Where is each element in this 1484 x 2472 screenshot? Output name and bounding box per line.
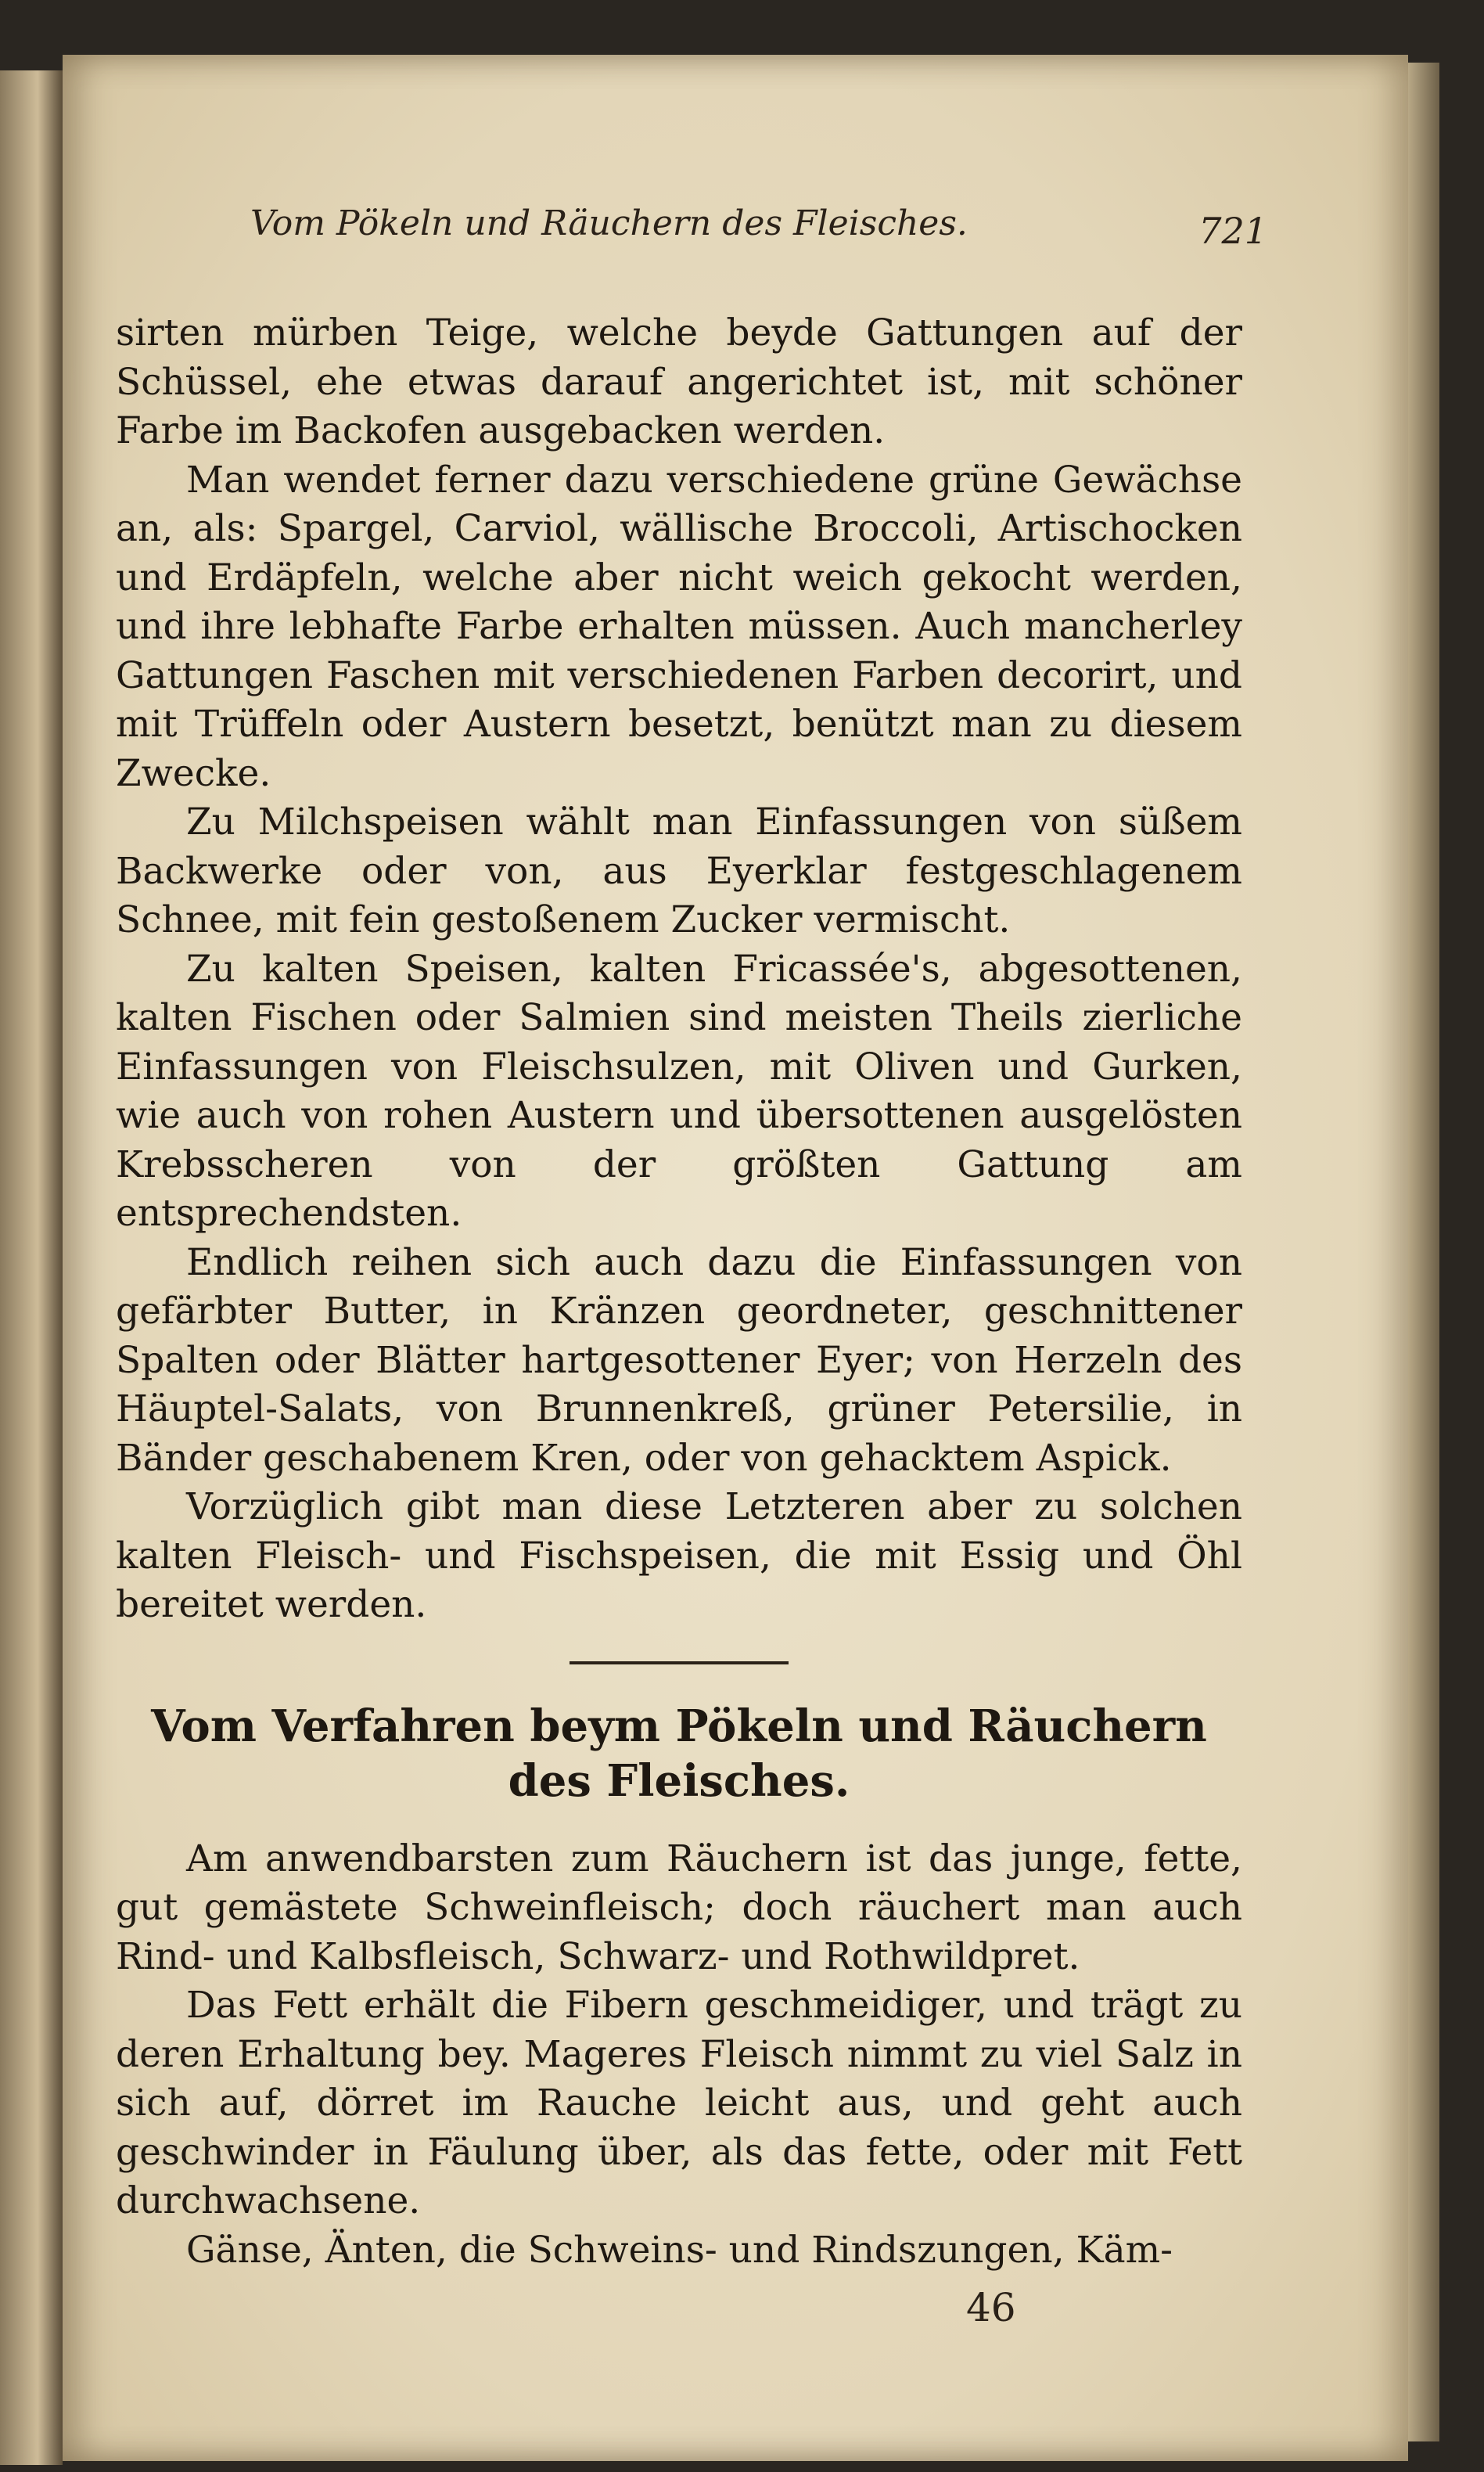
section-paragraph: Gänse, Änten, die Schweins- und Rindszungen, Käm- <box>186 2228 1173 2272</box>
paragraph: Vorzüglich gibt man diese Letzteren aber zu solchen kalten Fleisch- und Fischspeisen, die mit Essig und Öhl bereitet werden. <box>116 1485 1242 1626</box>
page-edge-right <box>1408 63 1439 2441</box>
facing-page-edge <box>0 70 63 2465</box>
paragraph: Zu kalten Speisen, kalten Fricassée's, abgesottenen, kalten Fischen oder Salmien sind meisten Theils zierliche Einfassungen von Fleischsulzen, mit Oliven und Gurken, wie auch von rohen Austern und übersottenen ausgelösten Krebsscheren von der größten Gattung am entsprechendsten. <box>116 947 1242 1235</box>
page-number: 721 <box>1198 210 1267 252</box>
section-paragraph: Am anwendbarsten zum Räuchern ist das junge, fette, gut gemästete Schweinfleisch; doch räuchert man auch Rind- und Kalbsfleisch, Schwarz- und Rothwildpret. <box>116 1837 1242 1978</box>
signature-mark: 46 <box>966 2285 1016 2330</box>
paragraph: Man wendet ferner dazu verschiedene grüne Gewächse an, als: Spargel, Carviol, wällische Broccoli, Artischocken und Erdäpfeln, welche aber nicht weich gekocht werden, und ihre lebhafte Farbe erhalten müssen. Auch mancherley Gattungen Faschen mit verschiedenen Farben decorirt, und mit Trüffeln oder Austern besetzt, benützt man zu diesem Zwecke. <box>116 458 1242 795</box>
section-divider <box>570 1661 789 1664</box>
section-heading: Vom Verfahren beym Pökeln und Räuchern des Fleisches. <box>151 1700 1207 1807</box>
section-paragraph: Das Fett erhält die Fibern geschmeidiger, und trägt zu deren Erhaltung bey. Mageres Fleisch nimmt zu viel Salz in sich auf, dörret im Rauche leicht aus, und geht auch geschwinder in Fäulung über, als das fette, oder mit Fett durchwachsene. <box>116 1984 1242 2222</box>
running-title: Vom Pökeln und Räuchern des Fleisches. <box>250 203 968 243</box>
page-header <box>188 172 1267 250</box>
paragraph: Zu Milchspeisen wählt man Einfassungen von süßem Backwerke oder von, aus Eyerklar festgeschlagenem Schnee, mit fein gestoßenem Zucker vermischt. <box>116 801 1242 941</box>
paragraph: Endlich reihen sich auch dazu die Einfassungen von gefärbter Butter, in Kränzen geordneter, geschnittener Spalten oder Blätter hartgesottener Eyer; von Herzeln des Häuptel-Salats, von Brunnenkreß, grüner Petersilie, in Bänder geschabenem Kren, oder von gehacktem Aspick. <box>116 1240 1242 1480</box>
paragraph-continued: sirten mürben Teige, welche beyde Gattungen auf der Schüssel, ehe etwas darauf angerichtet ist, mit schöner Farbe im Backofen ausgebacken werden. <box>116 311 1242 452</box>
page-body <box>116 309 1242 2275</box>
